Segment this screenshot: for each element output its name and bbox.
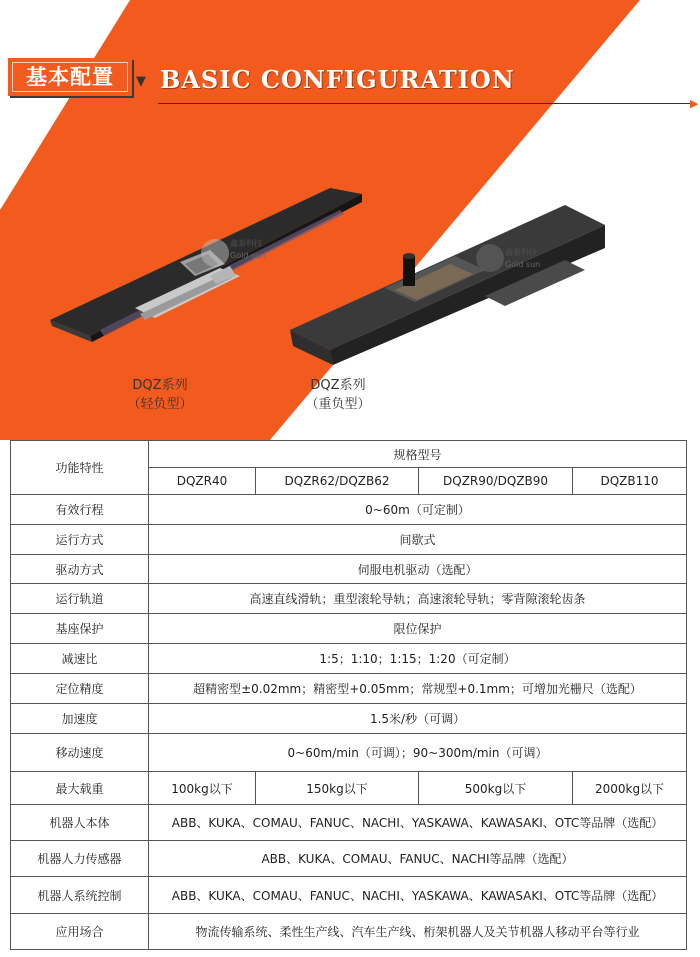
table-row xyxy=(11,877,687,914)
feature-cell: 运行方式 xyxy=(11,525,149,555)
table-row xyxy=(11,805,687,841)
value-cell: 0~60m/min（可调）；90~300m/min（可调） xyxy=(149,734,687,772)
value-cell: 间歇式 xyxy=(149,525,687,555)
table-row xyxy=(11,914,687,950)
value-cell: 超精密型±0.02mm；精密型+0.05mm；常规型+0.1mm；可增加光栅尺（选配） xyxy=(149,674,687,704)
feature-cell: 加速度 xyxy=(11,704,149,734)
product-type-label: （重负型） xyxy=(305,397,371,412)
product-type-label: （轻负型） xyxy=(127,397,193,412)
load-cell: 100kg以下 xyxy=(149,772,256,805)
feature-cell: 减速比 xyxy=(11,644,149,674)
feature-cell: 最大载重 xyxy=(11,772,149,805)
product-image-heavy-load xyxy=(285,200,610,370)
section-title-cn: 基本配置 xyxy=(26,65,114,89)
value-cell: 限位保护 xyxy=(149,614,687,644)
feature-cell: 移动速度 xyxy=(11,734,149,772)
value-cell: 1.5米/秒（可调） xyxy=(149,704,687,734)
table-row xyxy=(11,644,687,674)
header-spec: 规格型号 xyxy=(149,441,687,468)
product-caption-heavy xyxy=(288,376,388,414)
load-cell: 2000kg以下 xyxy=(573,772,687,805)
model-cell: DQZR90/DQZB90 xyxy=(419,468,573,495)
table-row-max-load xyxy=(11,772,687,805)
svg-text:Gold sun: Gold sun xyxy=(230,251,266,260)
feature-cell: 机器人本体 xyxy=(11,805,149,841)
load-cell: 500kg以下 xyxy=(419,772,573,805)
value-cell: ABB、KUKA、COMAU、FANUC、NACHI、YASKAWA、KAWASAKI、OTC等品牌（选配） xyxy=(149,805,687,841)
table-header-row xyxy=(11,441,687,468)
model-cell: DQZR40 xyxy=(149,468,256,495)
table-row xyxy=(11,614,687,644)
svg-text:Gold sun: Gold sun xyxy=(505,260,541,269)
value-cell: 1:5；1:10；1:15；1:20（可定制） xyxy=(149,644,687,674)
feature-cell: 驱动方式 xyxy=(11,555,149,584)
spec-table xyxy=(10,440,687,950)
section-title-cn-badge xyxy=(8,58,132,96)
table-row xyxy=(11,841,687,877)
feature-cell: 有效行程 xyxy=(11,495,149,525)
feature-cell: 机器人力传感器 xyxy=(11,841,149,877)
section-header xyxy=(0,52,700,108)
table-row xyxy=(11,525,687,555)
product-series-label: DQZ系列 xyxy=(310,378,366,393)
value-cell: 0~60m（可定制） xyxy=(149,495,687,525)
header-divider xyxy=(158,103,692,104)
value-cell: 物流传输系统、柔性生产线、汽车生产线、桁架机器人及关节机器人移动平台等行业 xyxy=(149,914,687,950)
value-cell: 高速直线滑轨；重型滚轮导轨；高速滚轮导轨；零背隙滚轮齿条 xyxy=(149,584,687,614)
feature-cell: 应用场合 xyxy=(11,914,149,950)
feature-cell: 基座保护 xyxy=(11,614,149,644)
value-cell: 伺服电机驱动（选配） xyxy=(149,555,687,584)
table-row xyxy=(11,704,687,734)
model-cell: DQZB110 xyxy=(573,468,687,495)
product-series-label: DQZ系列 xyxy=(132,378,188,393)
feature-cell: 运行轨道 xyxy=(11,584,149,614)
feature-cell: 机器人系统控制 xyxy=(11,877,149,914)
header-feature: 功能特性 xyxy=(11,441,149,495)
product-caption-light xyxy=(110,376,210,414)
table-row xyxy=(11,734,687,772)
load-cell: 150kg以下 xyxy=(256,772,419,805)
chevron-down-icon: ▼ xyxy=(136,74,146,89)
table-row xyxy=(11,584,687,614)
value-cell: ABB、KUKA、COMAU、FANUC、NACHI、YASKAWA、KAWASAKI、OTC等品牌（选配） xyxy=(149,877,687,914)
arrow-right-icon: ▶ xyxy=(690,97,699,110)
logo-text: 鑫泰科技 xyxy=(230,239,262,248)
value-cell: ABB、KUKA、COMAU、FANUC、NACHI等品牌（选配） xyxy=(149,841,687,877)
table-row xyxy=(11,555,687,584)
table-row xyxy=(11,495,687,525)
section-title-en: BASIC CONFIGURATION xyxy=(160,65,515,94)
model-cell: DQZR62/DQZB62 xyxy=(256,468,419,495)
feature-cell: 定位精度 xyxy=(11,674,149,704)
table-row xyxy=(11,674,687,704)
svg-text:鑫泰科技: 鑫泰科技 xyxy=(505,248,537,257)
